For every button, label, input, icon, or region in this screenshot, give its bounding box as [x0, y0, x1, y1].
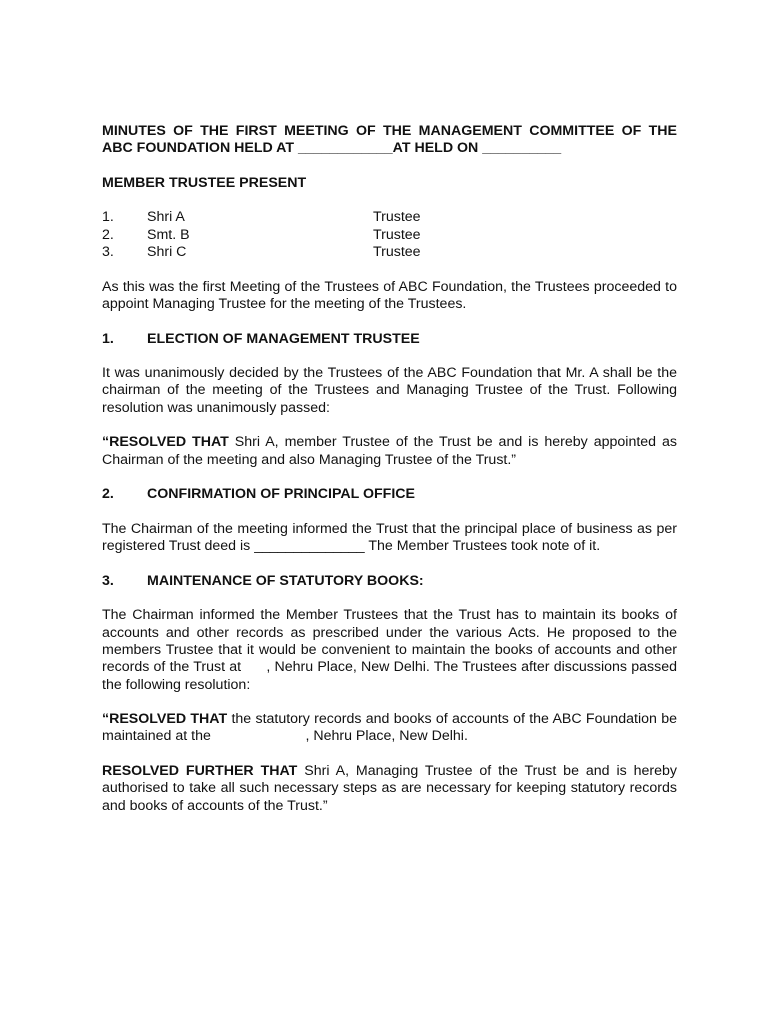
member-number: 2. — [102, 226, 114, 243]
list-item — [102, 227, 677, 244]
resolution-text: Shri A, member Trustee of the Trust be and is hereby appointed as Chairman of the meeting and also Managing Trustee of the Trust.” — [102, 434, 678, 468]
section-title: MAINTENANCE OF STATUTORY BOOKS: — [147, 572, 424, 589]
title-line-2: ABC FOUNDATION HELD AT ____________AT HELD ON __________ — [102, 140, 562, 157]
member-number: 1. — [102, 209, 114, 226]
document-page — [102, 123, 681, 815]
members-list — [102, 209, 677, 261]
member-name: Shri A — [147, 209, 185, 226]
member-name: Smt. B — [147, 226, 190, 243]
resolution-text: Shri A, Managing Trustee of the Trust be and is hereby authorised to take all such necessary steps as are necessary for keeping statutory records and books of accounts of the Trust.” — [102, 762, 677, 814]
resolution-lead: RESOLVED FURTHER THAT — [102, 762, 298, 779]
section-3-paragraph: The Chairman informed the Member Trustees that the Trust has to maintain its books of accounts and other records as prescribed under the various Acts. He proposed to the members Trustee that it would be convenient to maintain the books of accounts and other records of the Trust at , Nehru Place, New Delhi. The Trustees after discussions passed the following resolution: — [102, 607, 681, 693]
document-title — [102, 123, 677, 158]
section-3-resolution — [102, 711, 681, 746]
resolution-lead: “RESOLVED THAT — [102, 711, 228, 728]
section-1-heading — [102, 331, 677, 348]
member-number: 3. — [102, 244, 114, 261]
section-3-further-resolution — [102, 763, 677, 815]
member-role: Trustee — [373, 244, 421, 261]
section-title: ELECTION OF MANAGEMENT TRUSTEE — [147, 330, 420, 347]
section-title: CONFIRMATION OF PRINCIPAL OFFICE — [147, 486, 415, 503]
intro-paragraph: As this was the first Meeting of the Trustees of ABC Foundation, the Trustees proceeded to appoint Managing Trustee for the meeting of the Trustees. — [102, 278, 677, 312]
member-role: Trustee — [373, 209, 421, 226]
member-name: Shri C — [147, 244, 187, 261]
list-item — [102, 244, 677, 261]
section-1-paragraph: It was unanimously decided by the Trustees of the ABC Foundation that Mr. A shall be the chairman of the meeting of the Trustees and Managing Trustee of the Trust. Following resolution was unanimously passed: — [102, 365, 677, 416]
section-3-heading — [102, 573, 677, 590]
title-line-1: MINUTES OF THE FIRST MEETING OF THE MANAGEMENT COMMITTEE OF THE — [102, 123, 677, 139]
section-2-heading — [102, 486, 677, 503]
section-number: 2. — [102, 486, 114, 503]
section-2-paragraph: The Chairman of the meeting informed the Trust that the principal place of business as per registered Trust deed is ______________ The Member Trustees took note of it. — [102, 520, 677, 555]
section-number: 3. — [102, 572, 114, 589]
list-item — [102, 209, 677, 226]
members-heading: MEMBER TRUSTEE PRESENT — [102, 174, 307, 191]
resolution-text: the statutory records and books of accounts of the ABC Foundation be maintained at the , Nehru Place, New Delhi. — [102, 711, 681, 745]
resolution-lead: “RESOLVED THAT — [102, 434, 229, 451]
section-number: 1. — [102, 330, 114, 347]
section-1-resolution — [102, 434, 677, 469]
member-role: Trustee — [373, 226, 421, 243]
